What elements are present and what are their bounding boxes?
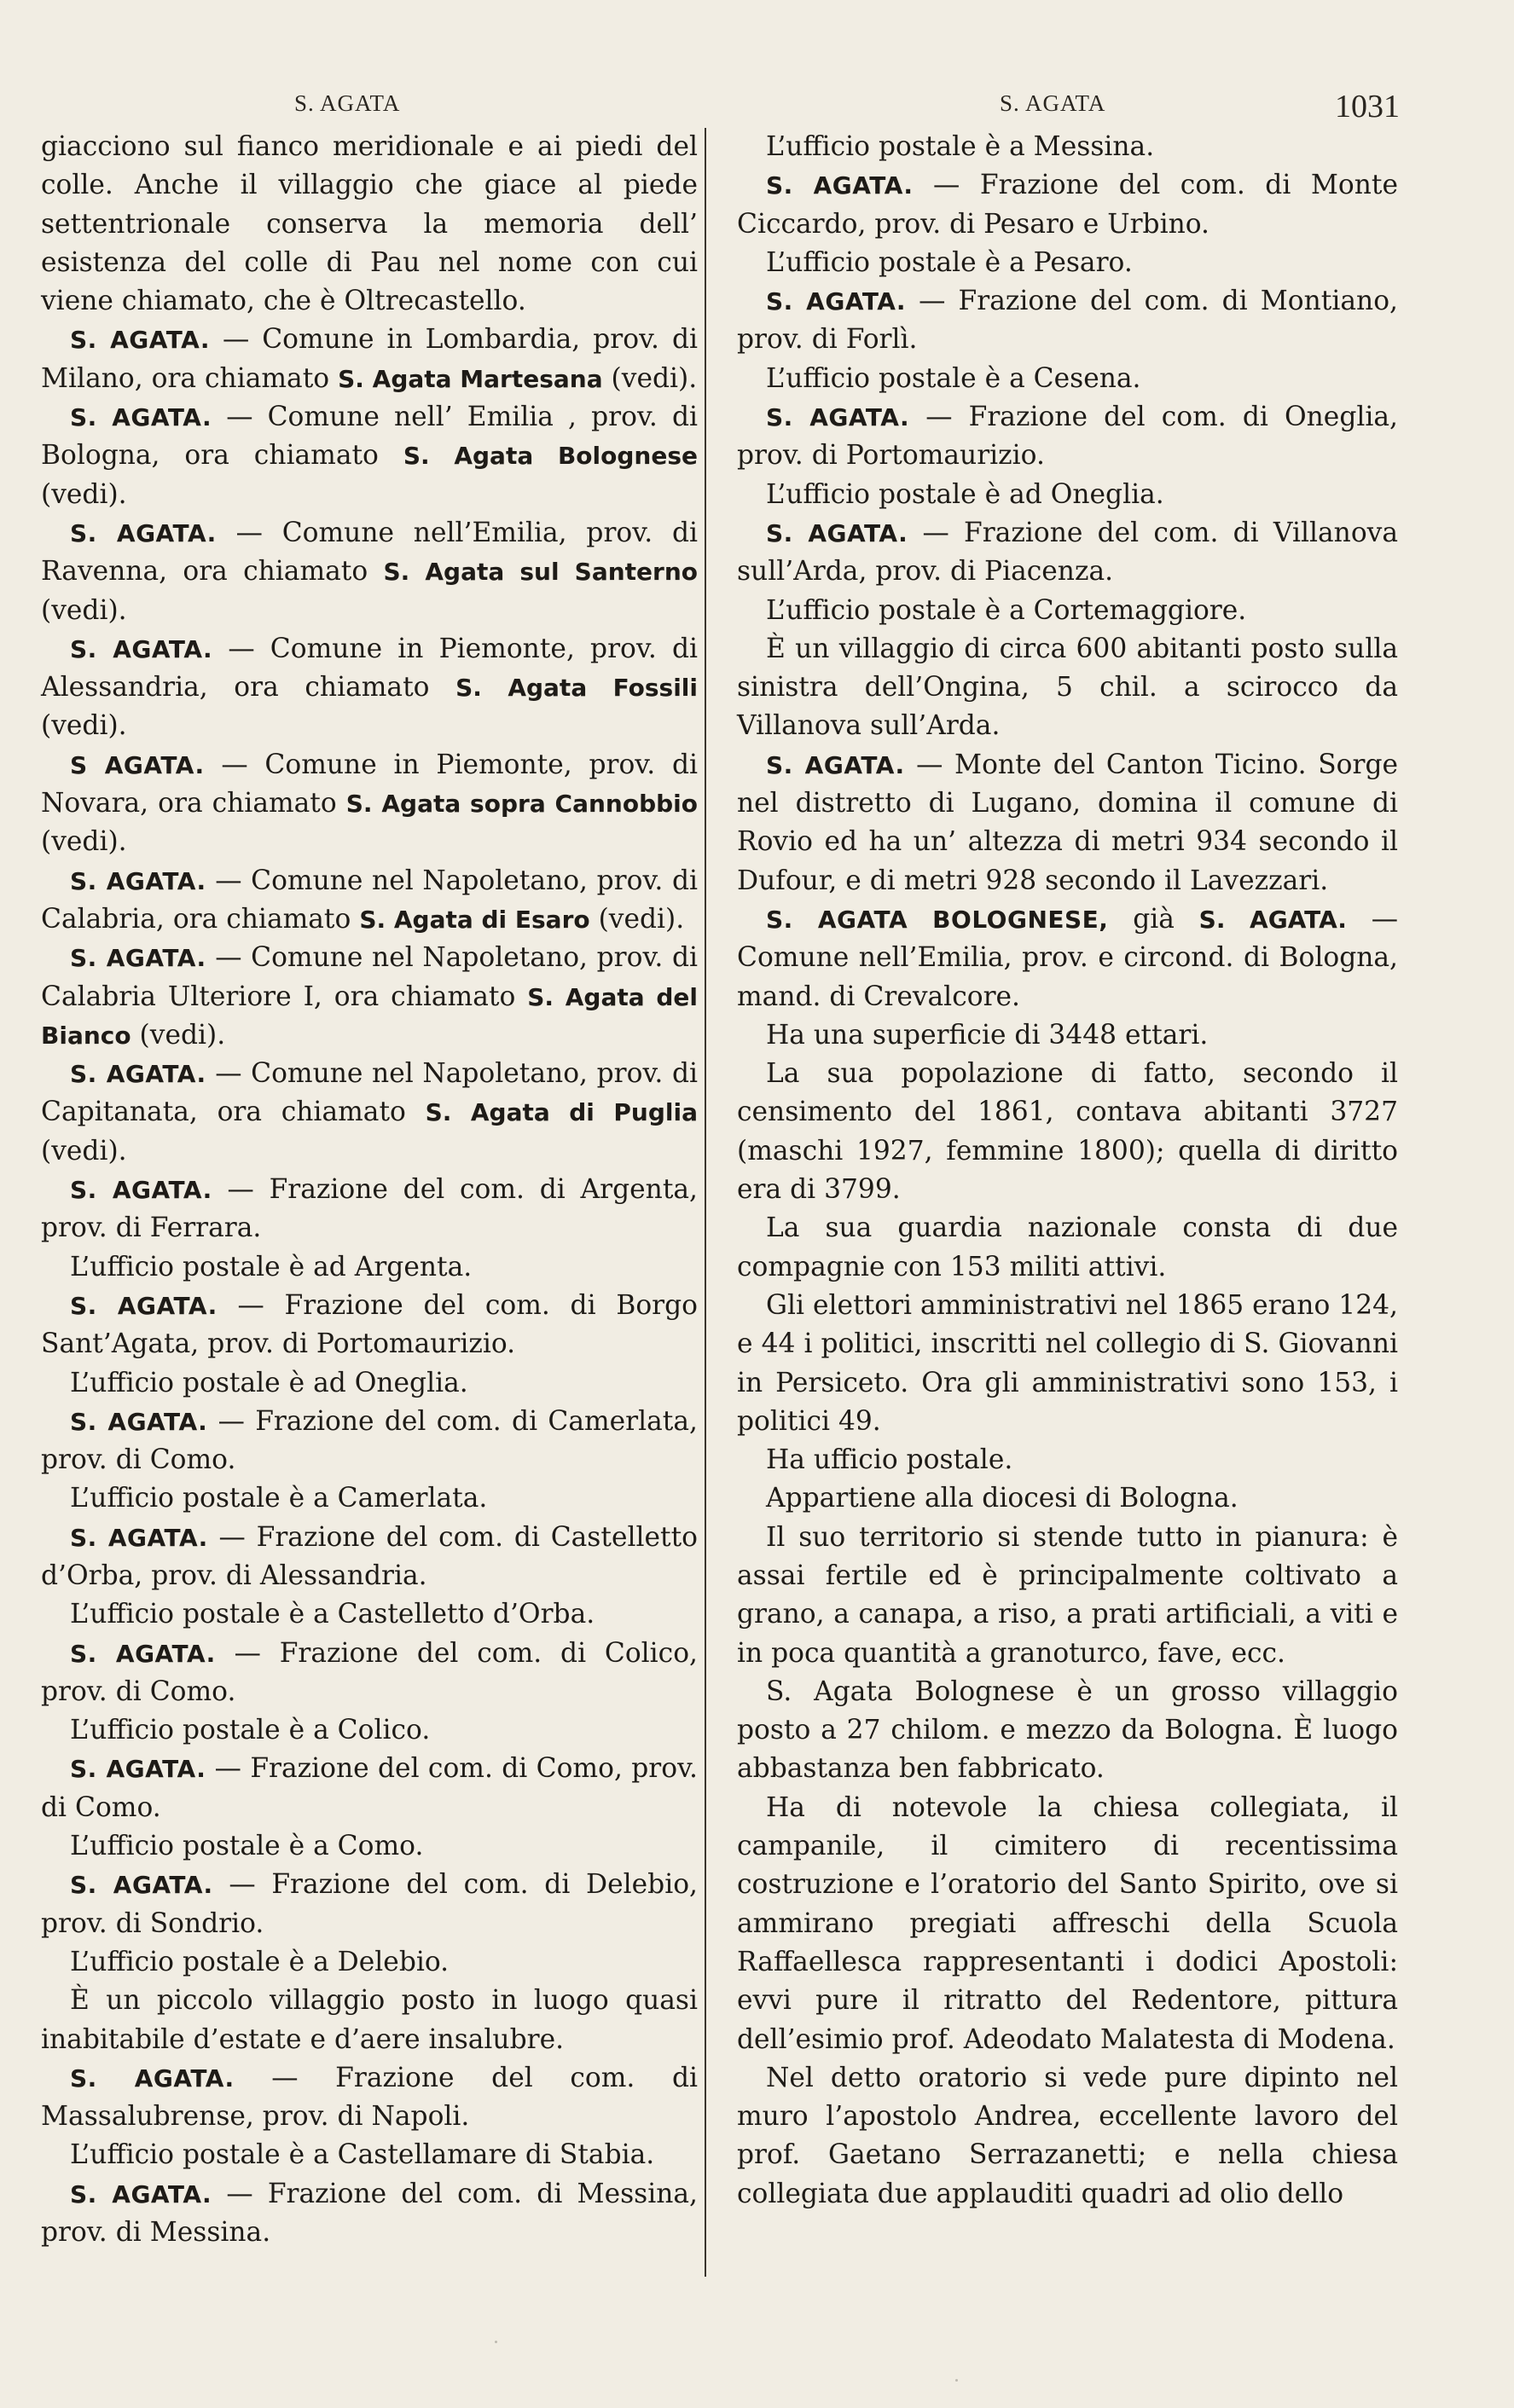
entry-paragraph — [737, 1016, 1398, 1055]
left-column — [41, 128, 698, 2252]
entry-headword: S. AGATA. — [70, 1523, 208, 1552]
entry-text: — Monte del Canton Ticino. Sorge nel distretto di Lugano, domina il comune di Rovio ed ha un’ altezza di metri 934 secondo il Dufour, e di metri 928 secondo il Lavezzari. — [737, 749, 1399, 896]
entry-text: È un villaggio di circa 600 abitanti posto sulla sinistra dell’Ongina, 5 chil. a scirocco da Villanova sull’Arda. — [737, 633, 1398, 742]
entry-headword: S. AGATA. — [70, 1407, 208, 1436]
entry-text: già — [1108, 903, 1199, 935]
entry-reference: S. Agata Fossili — [455, 674, 698, 703]
entry-text: Il suo territorio si stende tutto in pianura: è assai fertile ed è principalmente coltivato a grano, a canapa, a riso, a prati artificiali, a viti e in poca quantità a granoturco, fave, ecc. — [737, 1521, 1398, 1669]
entry-paragraph — [737, 2059, 1398, 2214]
entry-headword: S. AGATA BOLOGNESE, — [766, 905, 1109, 934]
entry-headword: S. AGATA. — [766, 287, 907, 316]
entry-text: — Frazione del com. di Villanova sull’Arda, prov. di Piacenza. — [737, 517, 1399, 588]
gazetteer-entry — [41, 398, 698, 514]
entry-text: — Frazione del com. di Messina, prov. di Messina. — [41, 2178, 698, 2249]
entry-headword: S. AGATA. — [766, 750, 905, 779]
entry-text: L’ufficio postale è a Castellamare di Stabia. — [70, 2139, 655, 2171]
entry-reference: S. Agata Bolognese — [403, 442, 698, 471]
entry-paragraph — [737, 1789, 1398, 2059]
entry-tail: (vedi). — [41, 1135, 127, 1166]
entry-text: — Comune nell’ Emilia , prov. di Bologna, ora chiamato — [41, 402, 698, 472]
entry-headword: S. AGATA. — [70, 326, 210, 355]
entry-text: L’ufficio postale è a Castelletto d’Orba. — [70, 1599, 595, 1630]
entry-reference: S. Agata Martesana — [338, 364, 603, 393]
entry-tail: (vedi). — [41, 478, 127, 510]
gazetteer-entry — [41, 1519, 698, 1596]
entry-paragraph — [41, 1943, 698, 1982]
right-column — [737, 128, 1398, 2214]
entry-headword: S. AGATA. — [70, 1639, 216, 1668]
entry-text: — Frazione del com. di Colico, prov. di Como. — [41, 1637, 699, 1707]
entry-tail: (vedi). — [41, 594, 127, 626]
entry-text: — Comune nel Napoletano, prov. di Calabria Ulteriore I, ora chiamato — [41, 942, 699, 1012]
gazetteer-entry — [41, 1055, 698, 1171]
entry-tail: — Comune nell’Emilia, prov. e circond. di Bologna, mand. di Crevalcore. — [737, 903, 1398, 1012]
entry-tail: (vedi). — [41, 710, 127, 742]
entry-paragraph — [737, 630, 1398, 746]
entry-text: — Frazione del com. di Castelletto d’Orba, prov. di Alessandria. — [41, 1521, 698, 1591]
entry-reference: S. AGATA. — [1198, 905, 1347, 934]
paper-speck — [495, 2341, 497, 2343]
entry-headword: S. AGATA. — [766, 518, 908, 547]
gazetteer-entry — [41, 1403, 698, 1480]
entry-paragraph — [41, 1595, 698, 1634]
entry-text: Appartiene alla diocesi di Bologna. — [766, 1483, 1238, 1514]
entry-text: — Frazione del com. di Camerlata, prov. di Como. — [41, 1405, 698, 1476]
entry-tail: (vedi). — [589, 903, 685, 935]
entry-paragraph — [737, 360, 1398, 398]
entry-paragraph — [737, 476, 1398, 514]
entry-paragraph — [41, 1982, 698, 2059]
entry-text: L’ufficio postale è a Colico. — [70, 1715, 431, 1746]
entry-text: — Frazione del com. di Monte Ciccardo, prov. di Pesaro e Urbino. — [737, 170, 1399, 240]
entry-text: — Frazione del com. di Oneglia, prov. di Portomaurizio. — [737, 402, 1398, 472]
gazetteer-entry — [41, 2175, 698, 2253]
gazetteer-entry — [41, 321, 698, 398]
entry-headword: S. AGATA. — [766, 171, 914, 200]
gazetteer-entry — [41, 1171, 698, 1248]
entry-reference: S. Agata di Esaro — [359, 905, 590, 934]
entry-text: — Comune in Piemonte, prov. di Novara, ora chiamato — [41, 749, 698, 819]
gazetteer-entry — [737, 514, 1398, 592]
entry-text: — Comune nell’Emilia, prov. di Ravenna, ora chiamato — [41, 517, 698, 588]
entry-text: L’ufficio postale è a Cesena. — [766, 362, 1141, 394]
entry-text: — Comune nel Napoletano, prov. di Calabria, ora chiamato — [41, 865, 699, 935]
gazetteer-entry — [737, 282, 1398, 360]
gazetteer-entry — [41, 514, 698, 630]
entry-text: L’ufficio postale è a Camerlata. — [70, 1483, 488, 1514]
entry-text: — Frazione del com. di Massalubrense, prov. di Napoli. — [41, 2062, 699, 2133]
entry-text: L’ufficio postale è ad Oneglia. — [70, 1367, 468, 1398]
entry-text: Ha di notevole la chiesa collegiata, il campanile, il cimitero di recentissima costruzione e l’oratorio del Santo Spirito, ove si ammirano pregiati affreschi della Scuola Raffaellesca rappresentanti i dodici Apostoli: evvi pure il ritratto del Redentore, pittura dell’esimio prof. Adeodato Malatesta di Modena. — [737, 1792, 1398, 2055]
entry-headword: S. AGATA. — [70, 2064, 235, 2093]
entry-paragraph — [737, 1209, 1398, 1287]
entry-headword: S. AGATA. — [70, 518, 217, 547]
running-head-left: S. AGATA — [294, 90, 401, 116]
entry-paragraph — [737, 592, 1398, 630]
gazetteer-entry — [41, 862, 698, 940]
entry-text: giacciono sul fianco meridionale e ai piedi del colle. Anche il villaggio che giace al piede settentrionale conserva la memoria dell’ esistenza del colle di Pau nel nome con cui viene chiamato, che è Oltrecastello. — [41, 131, 698, 317]
entry-text: — Frazione del com. di Argenta, prov. di Ferrara. — [41, 1174, 699, 1244]
entry-text: L’ufficio postale è ad Oneglia. — [766, 478, 1164, 510]
entry-headword: S. AGATA. — [70, 634, 213, 663]
entry-headword: S AGATA. — [70, 750, 205, 779]
entry-headword: S. AGATA. — [70, 866, 206, 895]
entry-text: — Frazione del com. di Delebio, prov. di Sondrio. — [41, 1869, 698, 1939]
entry-text: L’ufficio postale è a Pesaro. — [766, 246, 1133, 278]
entry-reference: S. Agata sopra Cannobbio — [345, 790, 698, 819]
entry-paragraph — [737, 1055, 1398, 1209]
entry-paragraph — [41, 2136, 698, 2174]
entry-text: L’ufficio postale è a Messina. — [766, 131, 1155, 162]
gazetteer-entry — [737, 900, 1398, 1016]
entry-headword: S. AGATA. — [70, 1871, 213, 1900]
entry-paragraph — [41, 1364, 698, 1403]
entry-text: L’ufficio postale è a Cortemaggiore. — [766, 594, 1247, 626]
column-divider — [705, 128, 706, 2277]
page-number: 1031 — [1335, 89, 1400, 124]
entry-paragraph — [41, 1711, 698, 1750]
entry-paragraph — [737, 1287, 1398, 1441]
entry-headword: S. AGATA. — [70, 1060, 206, 1089]
entry-headword: S. AGATA. — [766, 403, 910, 432]
entry-tail: (vedi). — [131, 1019, 226, 1051]
gazetteer-entry — [41, 939, 698, 1055]
entry-headword: S. AGATA. — [70, 2179, 212, 2208]
entry-text: Gli elettori amministrativi nel 1865 erano 124, e 44 i politici, inscritti nel collegio di S. Giovanni in Persiceto. Ora gli amministrativi sono 153, i politici 49. — [737, 1289, 1398, 1437]
entry-paragraph — [737, 1519, 1398, 1673]
entry-reference: S. Agata sul Santerno — [383, 558, 698, 587]
gazetteer-entry — [41, 1287, 698, 1364]
paper-speck — [955, 2379, 958, 2382]
entry-headword: S. AGATA. — [70, 403, 212, 432]
entry-paragraph — [737, 244, 1398, 282]
entry-reference: S. Agata del Bianco — [41, 982, 698, 1050]
entry-text: È un piccolo villaggio posto in luogo quasi inabitabile d’estate e d’aere insalubre. — [41, 1985, 698, 2055]
entry-text: La sua guardia nazionale consta di due compagnie con 153 militi attivi. — [737, 1213, 1398, 1282]
gazetteer-entry — [737, 166, 1398, 244]
entry-paragraph — [737, 1479, 1398, 1518]
entry-tail: (vedi). — [41, 826, 127, 858]
entry-headword: S. AGATA. — [70, 1291, 218, 1320]
entry-tail: (vedi). — [602, 362, 698, 394]
entry-headword: S. AGATA. — [70, 944, 206, 973]
entry-paragraph — [41, 1479, 698, 1518]
gazetteer-entry — [41, 1635, 698, 1712]
gazetteer-entry — [41, 1866, 698, 1943]
entry-paragraph — [41, 128, 698, 321]
entry-paragraph — [737, 128, 1398, 166]
entry-text: — Frazione del com. di Montiano, prov. di Forlì. — [737, 286, 1398, 356]
entry-text: L’ufficio postale è a Delebio. — [70, 1946, 450, 1977]
entry-text: — Frazione del com. di Como, prov. di Como. — [41, 1753, 698, 1823]
entry-paragraph — [737, 1441, 1398, 1479]
entry-text: Ha ufficio postale. — [766, 1444, 1013, 1476]
gazetteer-entry — [41, 746, 698, 862]
entry-paragraph — [41, 1827, 698, 1866]
entry-headword: S. AGATA. — [70, 1176, 212, 1205]
entry-text: Nel detto oratorio si vede pure dipinto nel muro l’apostolo Andrea, eccellente lavoro del prof. Gaetano Serrazanetti; e nella chiesa collegiata due applauditi quadri ad olio dello — [737, 2062, 1398, 2209]
entry-text: — Frazione del com. di Borgo Sant’Agata, prov. di Portomaurizio. — [41, 1289, 699, 1360]
entry-text: — Comune nel Napoletano, prov. di Capitanata, ora chiamato — [41, 1058, 699, 1128]
entry-paragraph — [737, 1673, 1398, 1789]
gazetteer-entry — [737, 746, 1398, 900]
entry-paragraph — [41, 1248, 698, 1287]
entry-text: L’ufficio postale è ad Argenta. — [70, 1251, 473, 1282]
entry-text: La sua popolazione di fatto, secondo il censimento del 1861, contava abitanti 3727 (maschi 1927, femmine 1800); quella di diritto era di 3799. — [737, 1058, 1398, 1206]
gazetteer-entry — [737, 398, 1398, 476]
running-head-right: S. AGATA — [1000, 90, 1106, 116]
entry-reference: S. Agata di Puglia — [425, 1098, 698, 1127]
entry-text: Ha una superficie di 3448 ettari. — [766, 1019, 1209, 1051]
entry-text: — Comune in Lombardia, prov. di Milano, ora chiamato — [41, 324, 699, 394]
gazetteer-entry — [41, 2059, 698, 2137]
entry-text: — Comune in Piemonte, prov. di Alessandria, ora chiamato — [41, 633, 699, 703]
entry-text: L’ufficio postale è a Como. — [70, 1831, 424, 1862]
entry-headword: S. AGATA. — [70, 1755, 206, 1784]
entry-text: S. Agata Bolognese è un grosso villaggio posto a 27 chilom. e mezzo da Bologna. È luogo abbastanza ben fabbricato. — [737, 1676, 1398, 1785]
gazetteer-entry — [41, 630, 698, 746]
gazetteer-entry — [41, 1750, 698, 1827]
